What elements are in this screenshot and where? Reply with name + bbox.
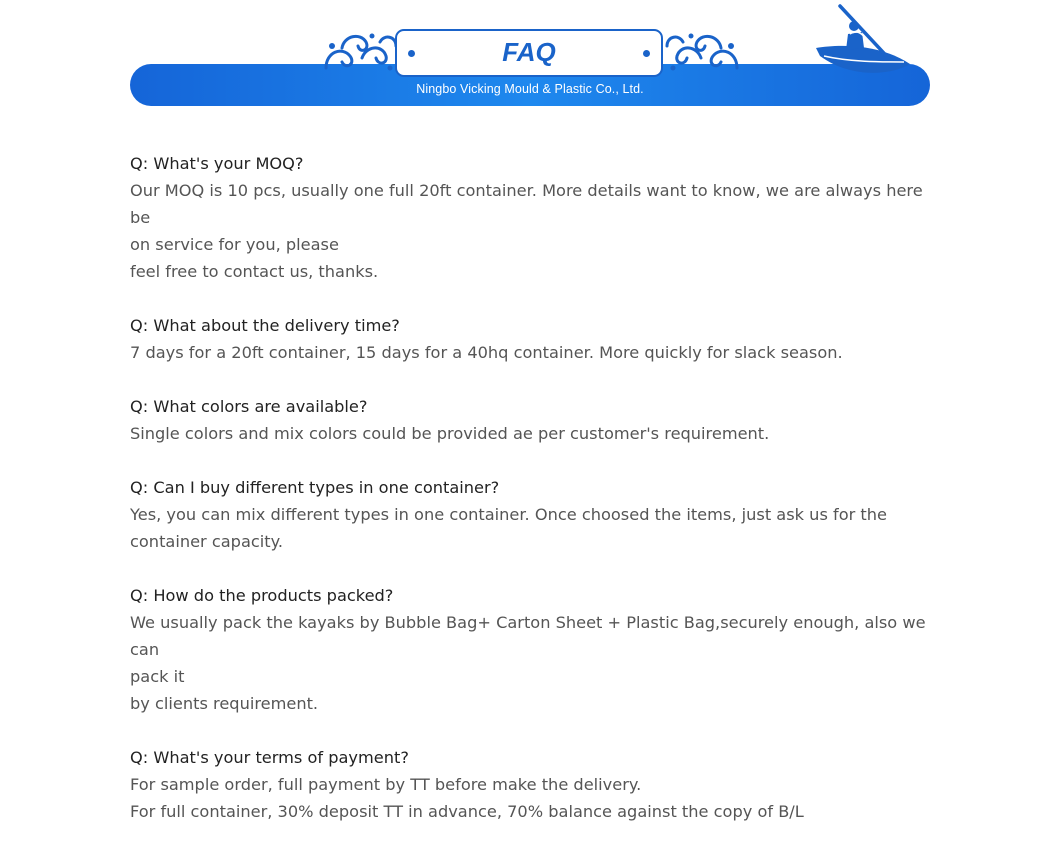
faq-item-delivery [130, 312, 940, 366]
kayaker-icon [810, 4, 920, 84]
faq-list [130, 150, 940, 852]
faq-answer-line: on service for you, please [130, 235, 339, 254]
faq-answer-line: We usually pack the kayaks by Bubble Bag+ Carton Sheet + Plastic Bag,securely enough, also we can [130, 613, 926, 659]
faq-answer-line: Yes, you can mix different types in one container. Once choosed the items, just ask us for the [130, 505, 887, 524]
faq-answer-line: feel free to contact us, thanks. [130, 262, 379, 281]
faq-answer-line: Single colors and mix colors could be provided ae per customer's requirement. [130, 424, 770, 443]
faq-answer-line: Our MOQ is 10 pcs, usually one full 20ft container. More details want to know, we are always here be [130, 181, 923, 227]
title-plate [395, 29, 663, 77]
faq-item-mixed-types [130, 474, 940, 555]
faq-item-packing [130, 582, 940, 717]
company-name: Ningbo Vicking Mould & Plastic Co., Ltd. [416, 82, 644, 96]
faq-item-moq [130, 150, 940, 285]
faq-question: Q: Can I buy different types in one container? [130, 478, 500, 497]
faq-item-payment [130, 744, 940, 825]
faq-answer-line: For full container, 30% deposit TT in advance, 70% balance against the copy of B/L [130, 802, 804, 821]
wave-ornament-left-icon [320, 28, 400, 76]
faq-question: Q: What's your terms of payment? [130, 748, 409, 767]
faq-answer-line: For sample order, full payment by TT before make the delivery. [130, 775, 642, 794]
wave-ornament-right-icon [663, 28, 743, 76]
faq-answer-line: 7 days for a 20ft container, 15 days for a 40hq container. More quickly for slack season. [130, 343, 843, 362]
faq-banner [130, 0, 930, 110]
faq-question: Q: What about the delivery time? [130, 316, 400, 335]
plate-dot [643, 50, 650, 57]
faq-answer-line: by clients requirement. [130, 694, 319, 713]
faq-answer-line: container capacity. [130, 532, 284, 551]
page-title: FAQ [502, 37, 556, 67]
faq-item-colors [130, 393, 940, 447]
faq-question: Q: What's your MOQ? [130, 154, 304, 173]
faq-answer-line: pack it [130, 667, 185, 686]
faq-question: Q: What colors are available? [130, 397, 368, 416]
faq-question: Q: How do the products packed? [130, 586, 394, 605]
